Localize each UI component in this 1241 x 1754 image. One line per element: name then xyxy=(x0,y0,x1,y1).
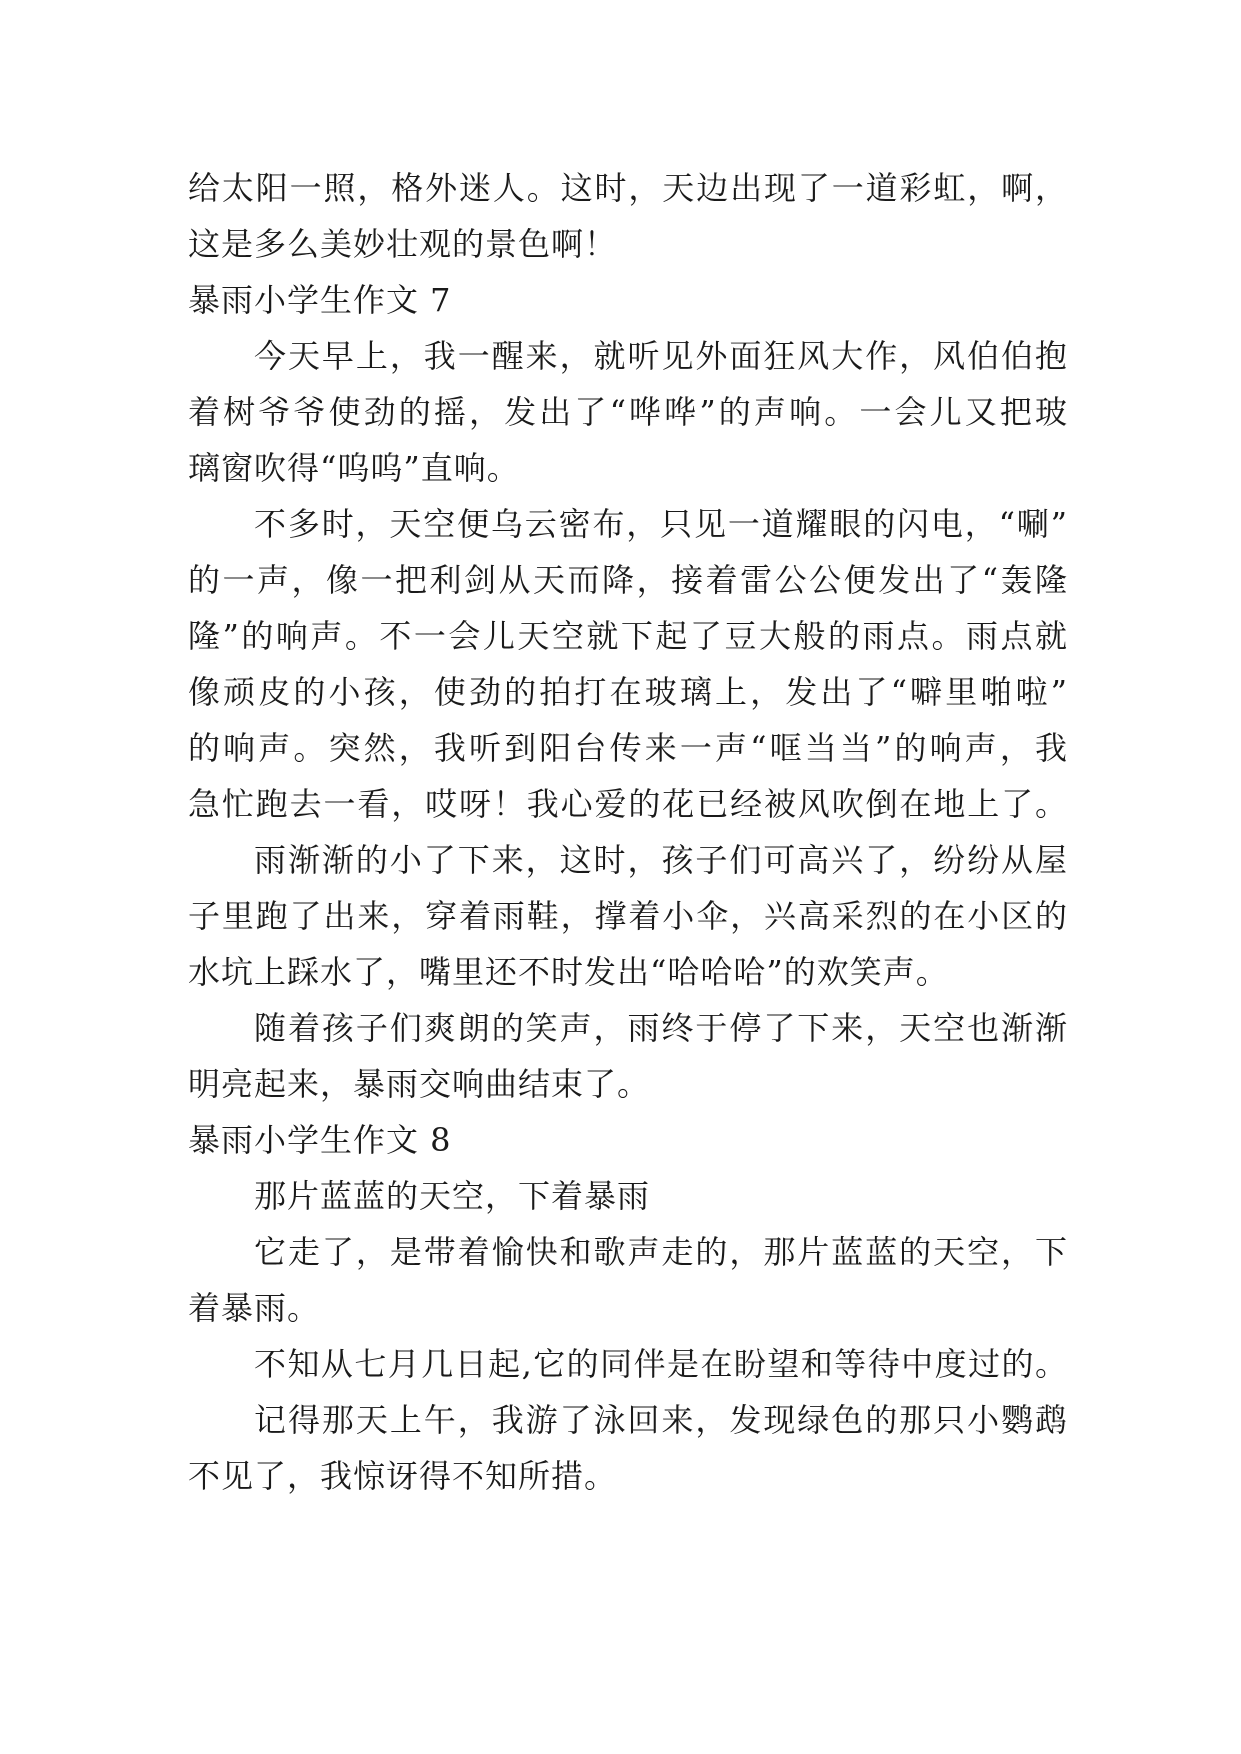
paragraph-line: 水坑上踩水了，嘴里还不时发出“哈哈哈”的欢笑声。 xyxy=(188,953,949,991)
paragraph-line: 子里跑了出来，穿着雨鞋，撑着小伞，兴高采烈的在小区的 xyxy=(188,897,1068,935)
paragraph-line: 明亮起来，暴雨交响曲结束了。 xyxy=(188,1065,651,1103)
paragraph-line: 不知从七月几日起,它的同伴是在盼望和等待中度过的。 xyxy=(254,1345,1068,1383)
section-heading: 暴雨小学生作文 7 xyxy=(188,281,452,319)
paragraph-line: 急忙跑去一看，哎呀！我心爱的花已经被风吹倒在地上了。 xyxy=(188,785,1068,823)
paragraph-line: 像顽皮的小孩，使劲的拍打在玻璃上，发出了“噼里啪啦” xyxy=(188,673,1068,711)
paragraph-line: 它走了，是带着愉快和歌声走的，那片蓝蓝的天空，下 xyxy=(254,1233,1068,1271)
paragraph-line: 着暴雨。 xyxy=(188,1289,321,1327)
paragraph-line: 这是多么美妙壮观的景色啊！ xyxy=(188,225,618,263)
paragraph-line: 的响声。突然，我听到阳台传来一声“哐当当”的响声，我 xyxy=(188,729,1068,767)
paragraph-line: 雨渐渐的小了下来，这时，孩子们可高兴了，纷纷从屋 xyxy=(254,841,1068,879)
paragraph-line: 着树爷爷使劲的摇，发出了“哗哗”的声响。一会儿又把玻 xyxy=(188,393,1068,431)
paragraph-line: 给太阳一照，格外迷人。这时，天边出现了一道彩虹，啊， xyxy=(188,169,1068,207)
paragraph-line: 不多时，天空便乌云密布，只见一道耀眼的闪电，“唰” xyxy=(254,505,1068,543)
paragraph-line: 今天早上，我一醒来，就听见外面狂风大作，风伯伯抱 xyxy=(254,337,1068,375)
section-heading: 暴雨小学生作文 8 xyxy=(188,1121,452,1159)
paragraph-line: 不见了，我惊讶得不知所措。 xyxy=(188,1457,618,1495)
paragraph-line: 那片蓝蓝的天空，下着暴雨 xyxy=(254,1177,651,1215)
paragraph-line: 璃窗吹得“呜呜”直响。 xyxy=(188,449,520,487)
paragraph-line: 随着孩子们爽朗的笑声，雨终于停了下来，天空也渐渐 xyxy=(254,1009,1068,1047)
paragraph-line: 记得那天上午，我游了泳回来，发现绿色的那只小鹦鹉 xyxy=(254,1401,1068,1439)
paragraph-line: 隆”的响声。不一会儿天空就下起了豆大般的雨点。雨点就 xyxy=(188,617,1068,655)
paragraph-line: 的一声，像一把利剑从天而降，接着雷公公便发出了“轰隆 xyxy=(188,561,1068,599)
